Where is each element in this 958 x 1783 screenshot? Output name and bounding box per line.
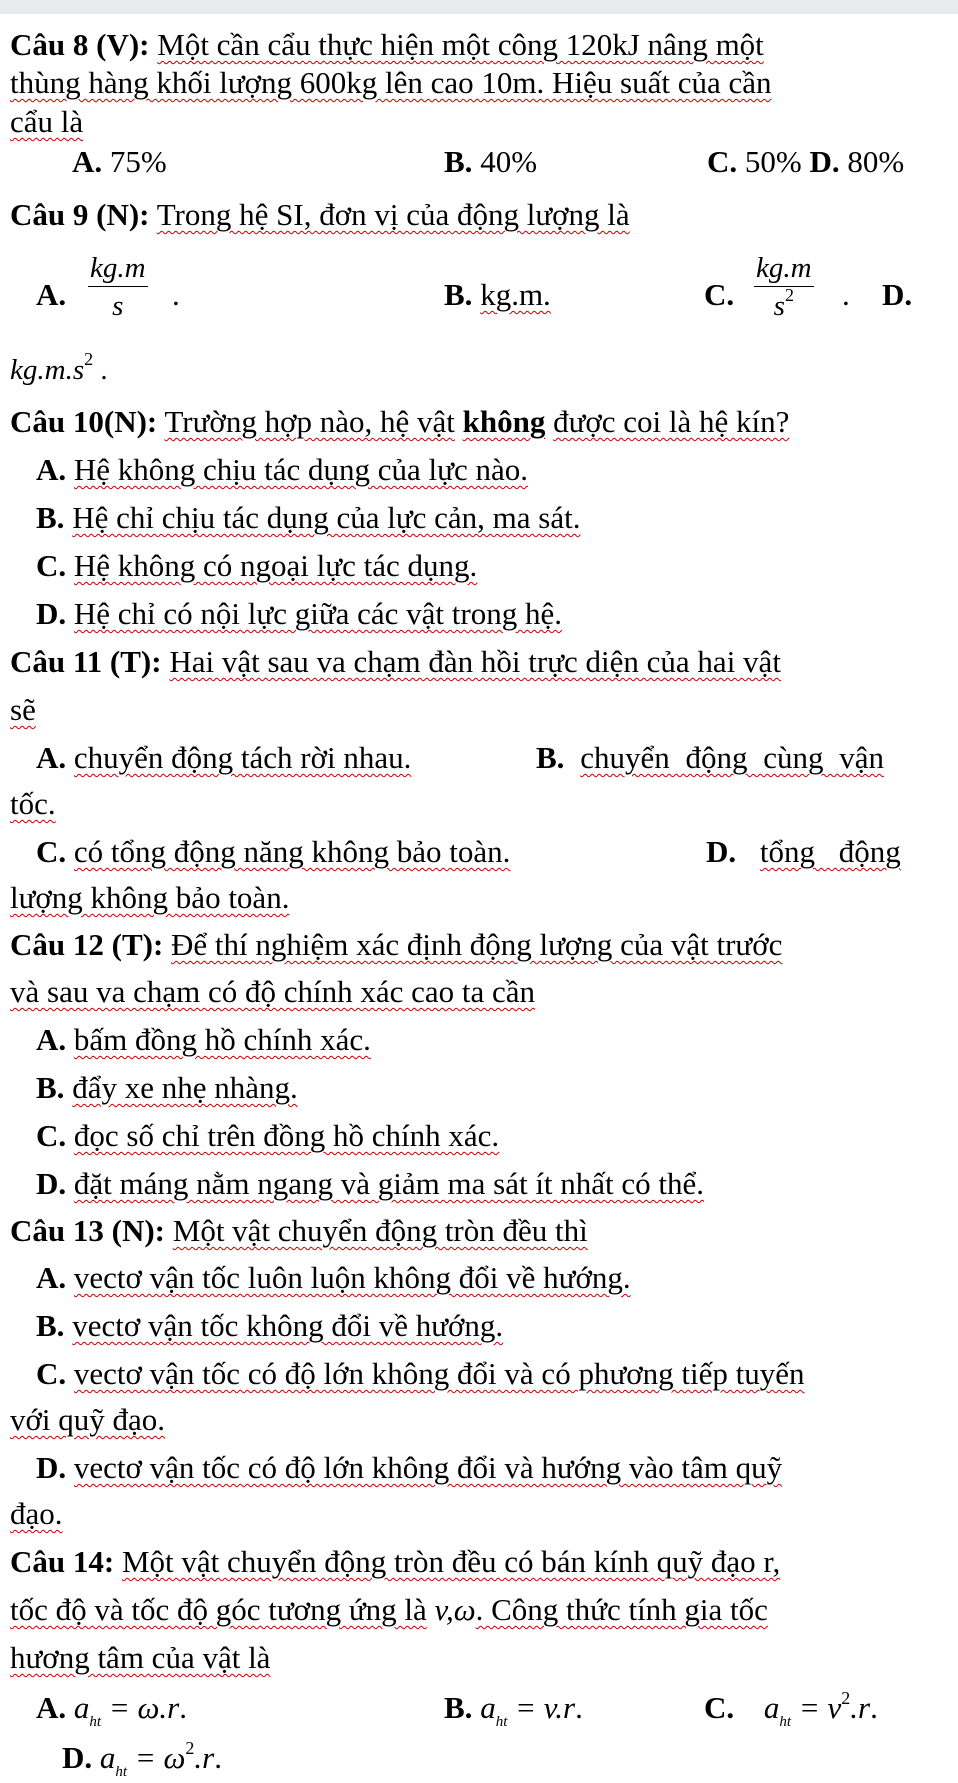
q14-c-period: . [870, 1690, 878, 1725]
q10-d-text: Hệ chỉ có nội lực giữa các vật trong hệ. [73, 596, 562, 631]
q14-text-3: hương tâm của vật là [10, 1640, 271, 1675]
q10-c-text: Hệ không có ngoại lực tác dụng. [73, 548, 478, 583]
q10-option-b [36, 498, 580, 538]
q8-text-1: Một cần cẩu thực hiện một công 120kJ nâng một [157, 27, 764, 62]
q13-option-b [36, 1306, 503, 1346]
q8-b-text: 40% [480, 144, 538, 179]
q11-option-d [706, 832, 901, 872]
q12-d-label: D. [36, 1166, 67, 1201]
q14-a-label: A. [36, 1690, 67, 1725]
q14-b-formula [480, 1690, 576, 1730]
q8-line-1 [10, 25, 764, 65]
q11-d-label: D. [706, 834, 737, 869]
q11-option-b-cont [10, 784, 56, 824]
q13-option-c-cont [10, 1400, 165, 1440]
q13-c-label: C. [36, 1356, 67, 1391]
q12-a-label: A. [36, 1022, 67, 1057]
q13-option-d-cont [10, 1494, 63, 1534]
q14-b-sub: ht [495, 1714, 508, 1730]
q9-a-period: . [172, 277, 180, 312]
q12-line-2 [10, 972, 535, 1012]
q10-text-b: được coi là hệ kín? [553, 404, 790, 439]
q8-option-c-d [707, 142, 904, 182]
q11-b-text-2: tốc. [10, 786, 56, 821]
q14-d-dotr: .r [194, 1740, 215, 1775]
q14-a-formula [73, 1690, 180, 1730]
q9-option-a [36, 275, 66, 315]
q14-c-formula [763, 1688, 871, 1730]
q14-a-sub: ht [89, 1714, 102, 1730]
q14-c-rhs: = v [798, 1690, 842, 1725]
q13-d-text-2: đạo. [10, 1496, 63, 1531]
q11-option-d-cont [10, 878, 289, 918]
q12-d-text: đặt máng nằm ngang và giảm ma sát ít nhất có thể. [73, 1166, 705, 1201]
q14-option-c [704, 1688, 878, 1728]
q9-number: Câu 9 (N): [10, 197, 150, 232]
q14-vars: v,ω [434, 1592, 476, 1627]
q11-a-label: A. [36, 740, 67, 775]
q9-a-numerator: kg.m [88, 250, 148, 287]
q13-number: Câu 13 (N): [10, 1213, 165, 1248]
q11-line-1 [10, 642, 781, 682]
q9-b-label: B. [444, 277, 473, 312]
q8-option-b [444, 142, 537, 182]
q14-option-b [444, 1688, 583, 1728]
q13-b-label: B. [36, 1308, 65, 1343]
q14-d-period: . [214, 1740, 222, 1775]
q13-option-a [36, 1258, 631, 1298]
q8-a-label: A. [72, 144, 103, 179]
q11-text-1: Hai vật sau va chạm đàn hồi trực diện của hai vật [169, 644, 781, 679]
q14-d-label: D. [62, 1740, 93, 1775]
q11-text-2: sẽ [10, 692, 36, 727]
q12-number: Câu 12 (T): [10, 927, 164, 962]
q12-c-label: C. [36, 1118, 67, 1153]
q10-number: Câu 10(N): [10, 404, 158, 439]
q9-c-period: . [842, 277, 850, 312]
q8-b-label: B. [444, 144, 473, 179]
q9-d-label: D. [882, 277, 913, 312]
q8-d-label: D. [809, 144, 840, 179]
q9-c-denominator [754, 287, 814, 325]
q14-d-rhs: = ω [134, 1740, 186, 1775]
q10-text-bold: không [462, 404, 546, 439]
q8-d-text: 80% [847, 144, 905, 179]
q14-b-rhs: = v.r [515, 1690, 576, 1725]
q11-d-text-2: lượng không bảo toàn. [10, 880, 290, 915]
q12-option-a [36, 1020, 371, 1060]
q14-d-sub: ht [115, 1764, 128, 1780]
q14-line-2 [10, 1590, 768, 1630]
q9-c-label: C. [704, 277, 735, 312]
q12-a-text: bấm đồng hồ chính xác. [73, 1022, 371, 1057]
q10-c-label: C. [36, 548, 67, 583]
q8-number: Câu 8 (V): [10, 27, 150, 62]
q9-a-denominator: s [112, 290, 124, 322]
q14-d-exponent: 2 [185, 1738, 195, 1758]
q12-option-c [36, 1116, 499, 1156]
q14-text-2a: tốc độ và tốc độ góc tương ứng là [10, 1592, 427, 1627]
q14-a-sym: a [73, 1690, 90, 1725]
q11-c-label: C. [36, 834, 67, 869]
q11-option-b [536, 738, 884, 778]
q14-a-rhs: = ω.r [108, 1690, 180, 1725]
q14-line-3 [10, 1638, 270, 1678]
q8-c-label: C. [707, 144, 738, 179]
q9-c-fraction [754, 250, 814, 325]
q10-a-text: Hệ không chịu tác dụng của lực nào. [73, 452, 528, 487]
q12-option-b [36, 1068, 298, 1108]
q14-number: Câu 14: [10, 1544, 115, 1579]
q12-c-text: đọc số chỉ trên đồng hồ chính xác. [73, 1118, 500, 1153]
q9-d-text: kg.m.s [10, 354, 85, 386]
q10-text-a: Trường hợp nào, hệ vật [164, 404, 455, 439]
q11-c-text: có tổng động năng không bảo toàn. [73, 834, 511, 869]
q8-option-a [72, 142, 167, 182]
q10-b-label: B. [36, 500, 65, 535]
q14-d-formula [99, 1738, 215, 1780]
q10-a-label: A. [36, 452, 67, 487]
q8-line-2 [10, 63, 772, 103]
q9-d-exponent: 2 [84, 349, 94, 369]
q10-option-a [36, 450, 528, 490]
q10-option-d [36, 594, 562, 634]
q14-b-sym: a [480, 1690, 496, 1725]
q9-a-fraction [88, 250, 148, 325]
q11-b-label: B. [536, 740, 565, 775]
q13-a-label: A. [36, 1260, 67, 1295]
q11-line-2 [10, 690, 36, 730]
q9-option-d-label [882, 275, 912, 315]
q9-a-label: A. [36, 277, 67, 312]
q8-a-text: 75% [109, 144, 167, 179]
q9-option-d: $kg.m.s^2$ . [10, 349, 108, 386]
q8-text-3: cẩu là [10, 104, 84, 139]
q11-d-text-1: tổng động [759, 834, 901, 869]
q9-c-numerator: kg.m [754, 250, 814, 287]
q9-option-b [444, 275, 551, 315]
q8-text-2: thùng hàng khối lượng 600kg lên cao 10m. Hiệu suất của cần [10, 65, 772, 100]
q8-line-3 [10, 102, 83, 142]
q9-c-exponent: 2 [784, 285, 794, 305]
q12-option-d [36, 1164, 704, 1204]
q10-line-1 [10, 402, 789, 442]
q14-option-a [36, 1688, 187, 1728]
q14-c-sub: ht [779, 1714, 792, 1730]
q12-text-2: và sau va chạm có độ chính xác cao ta cần [10, 974, 536, 1009]
q11-a-text: chuyển động tách rời nhau. [73, 740, 412, 775]
q11-b-text-1: chuyển động cùng vận [580, 740, 884, 775]
q12-line-1 [10, 925, 782, 965]
q13-d-label: D. [36, 1450, 67, 1485]
q10-option-c [36, 546, 477, 586]
q11-option-a [36, 738, 411, 778]
q13-c-text-2: với quỹ đạo. [10, 1402, 166, 1437]
q13-line-1 [10, 1211, 588, 1251]
q11-option-c [36, 832, 510, 872]
q14-b-label: B. [444, 1690, 473, 1725]
q13-d-text-1: vectơ vận tốc có độ lớn không đổi và hướng vào tâm quỹ [73, 1450, 783, 1485]
q14-c-dotr: .r [850, 1690, 871, 1725]
q13-option-d [36, 1448, 782, 1488]
q13-a-text: vectơ vận tốc luôn luộn không đổi về hướng. [73, 1260, 631, 1295]
q13-option-c [36, 1354, 805, 1394]
q9-text: Trong hệ SI, đơn vị của động lượng là [156, 197, 630, 232]
q14-c-exponent: 2 [841, 1688, 851, 1708]
q10-d-label: D. [36, 596, 67, 631]
q14-option-d [62, 1738, 222, 1778]
q13-b-text: vectơ vận tốc không đổi về hướng. [72, 1308, 504, 1343]
q14-b-period: . [575, 1690, 583, 1725]
q9-line-1 [10, 195, 630, 235]
q12-b-label: B. [36, 1070, 65, 1105]
q9-b-text: kg.m. [480, 277, 551, 312]
q14-a-period: . [179, 1690, 187, 1725]
q14-d-sym: a [99, 1740, 116, 1775]
q13-text: Một vật chuyển động tròn đều thì [172, 1213, 588, 1248]
q12-b-text: đẩy xe nhẹ nhàng. [72, 1070, 298, 1105]
q9-option-c [704, 275, 734, 315]
q11-number: Câu 11 (T): [10, 644, 162, 679]
q14-text-1: Một vật chuyển động tròn đều có bán kính quỹ đạo r, [121, 1544, 781, 1579]
q12-text-1: Để thí nghiệm xác định động lượng của vật trước [171, 927, 783, 962]
q14-text-2b: . Công thức tính gia tốc [475, 1592, 768, 1627]
q14-c-sym: a [763, 1690, 780, 1725]
q14-c-label: C. [704, 1690, 735, 1725]
q9-c-den-var: s [773, 290, 785, 322]
q13-c-text-1: vectơ vận tốc có độ lớn không đổi và có phương tiếp tuyến [73, 1356, 805, 1391]
q10-b-text: Hệ chỉ chịu tác dụng của lực cản, ma sát. [72, 500, 581, 535]
q14-line-1 [10, 1542, 780, 1582]
q8-c-text: 50% [744, 144, 802, 179]
